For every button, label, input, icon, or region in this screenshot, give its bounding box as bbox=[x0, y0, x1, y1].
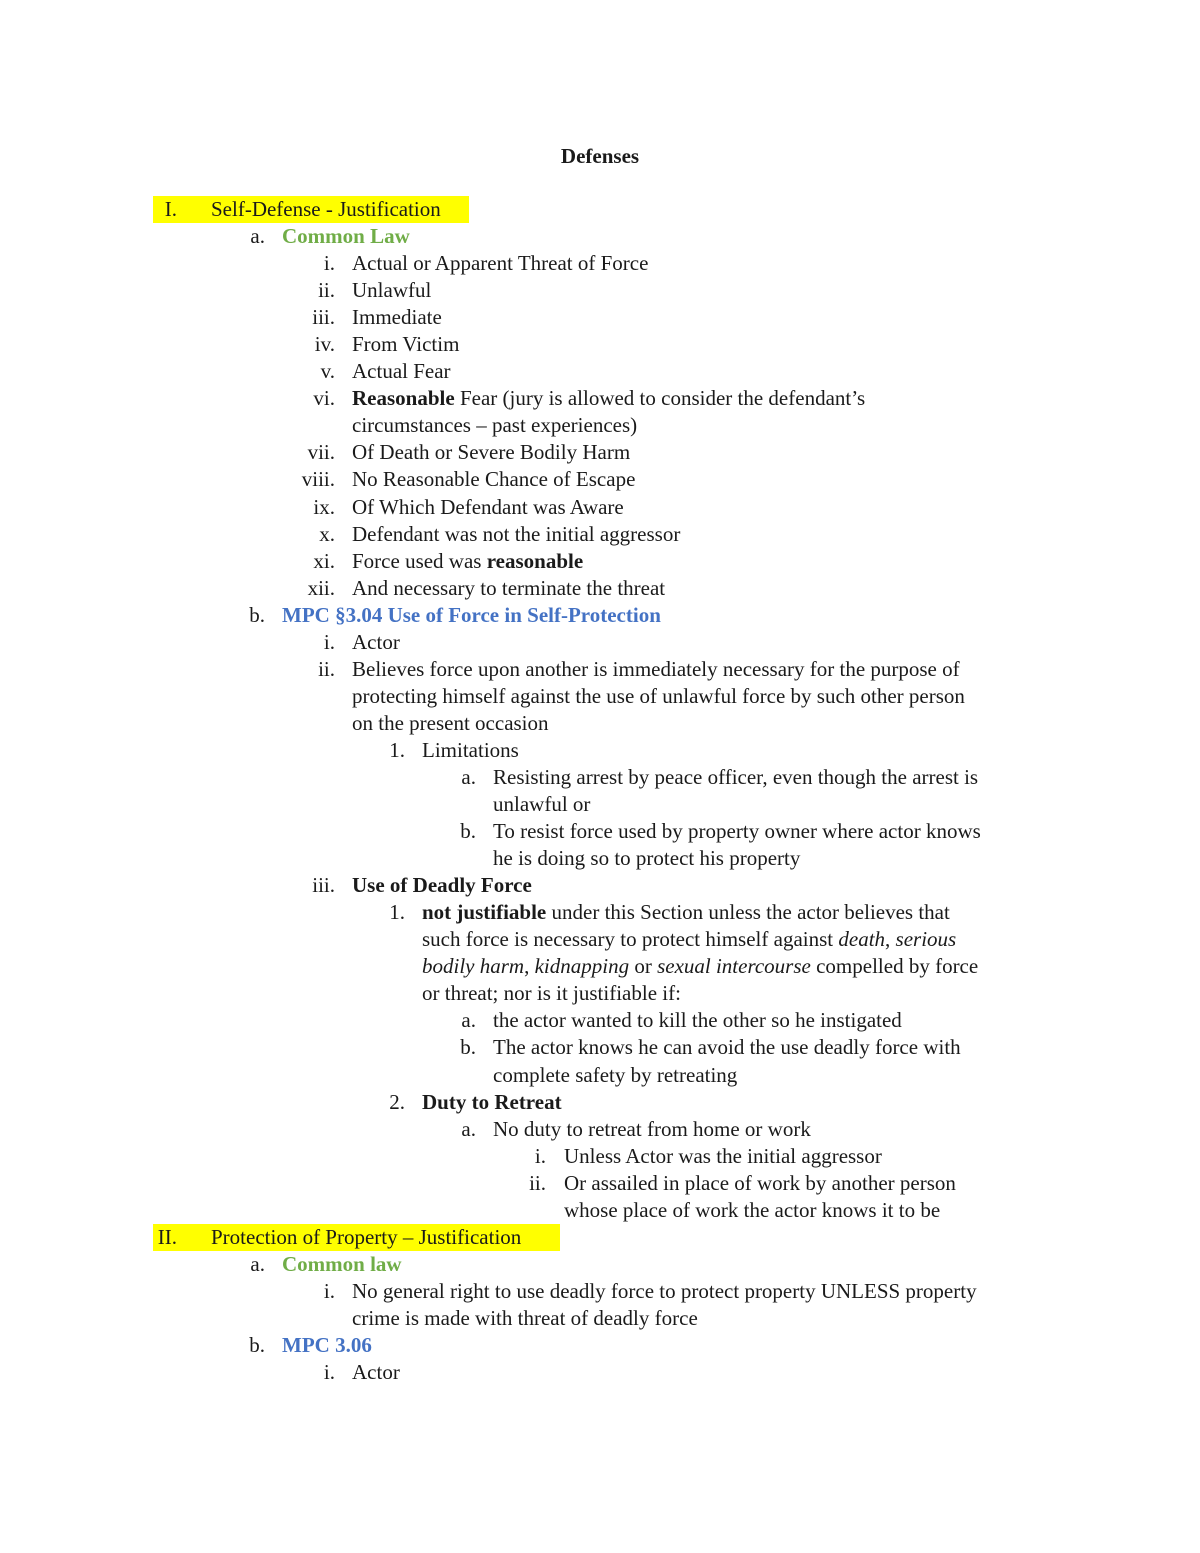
list-marker: 1. bbox=[389, 737, 405, 762]
section-heading-self-defense bbox=[0, 196, 1200, 223]
bold-term: not justifiable bbox=[422, 900, 547, 925]
list-marker: i. bbox=[323, 1278, 335, 1303]
list-marker: b. bbox=[249, 1332, 265, 1357]
list-item-text: No duty to retreat from home or work bbox=[493, 1116, 811, 1141]
list-item bbox=[0, 548, 1200, 575]
list-item-text: protecting himself against the use of unlawful force by such other person bbox=[352, 683, 965, 708]
list-item-continuation bbox=[0, 953, 1200, 980]
list-item-text: Actor bbox=[352, 1360, 400, 1385]
list-marker: xi. bbox=[313, 548, 335, 573]
list-marker: iv. bbox=[314, 332, 335, 357]
subheading-text: Common Law bbox=[282, 224, 410, 249]
list-item-text bbox=[422, 926, 956, 953]
subheading-text: MPC §3.04 Use of Force in Self-Protection bbox=[282, 602, 661, 627]
list-item-text: crime is made with threat of deadly force bbox=[352, 1305, 698, 1330]
subheading-text: Common law bbox=[282, 1251, 402, 1276]
list-marker: a. bbox=[461, 1008, 476, 1033]
list-item bbox=[0, 1116, 1200, 1143]
list-item-continuation bbox=[0, 791, 1200, 818]
text-run: or bbox=[629, 954, 658, 979]
italic-term: death bbox=[838, 927, 886, 952]
list-item-text: To resist force used by property owner where actor knows bbox=[493, 819, 981, 844]
list-item bbox=[0, 1089, 1200, 1116]
list-item bbox=[0, 250, 1200, 277]
list-item-text: Believes force upon another is immediately necessary for the purpose of bbox=[352, 656, 960, 681]
subheading-mpc-306 bbox=[0, 1332, 1200, 1359]
list-item-text: on the present occasion bbox=[352, 710, 549, 735]
italic-term: sexual intercourse bbox=[657, 954, 811, 979]
list-item-continuation bbox=[0, 683, 1200, 710]
list-item-text: Actual or Apparent Threat of Force bbox=[352, 251, 649, 276]
list-marker: b. bbox=[249, 602, 265, 627]
list-item-text: Actual Fear bbox=[352, 359, 451, 384]
bold-term: Reasonable bbox=[352, 386, 455, 411]
list-item-continuation bbox=[0, 980, 1200, 1007]
list-item bbox=[0, 439, 1200, 466]
text-run: compelled by force bbox=[810, 954, 979, 979]
list-item-text: complete safety by retreating bbox=[493, 1062, 738, 1087]
list-item-text: circumstances – past experiences) bbox=[352, 413, 638, 438]
list-marker: x. bbox=[319, 521, 335, 546]
list-marker: i. bbox=[323, 1360, 335, 1385]
list-item bbox=[0, 629, 1200, 656]
list-marker: v. bbox=[320, 359, 335, 384]
list-item bbox=[0, 764, 1200, 791]
list-item-text bbox=[352, 548, 583, 575]
list-marker: a. bbox=[461, 1116, 476, 1141]
list-item-text: Actor bbox=[352, 629, 400, 654]
list-marker: a. bbox=[250, 1251, 265, 1276]
list-item-text: Defendant was not the initial aggressor bbox=[352, 521, 681, 546]
list-item-continuation bbox=[0, 1197, 1200, 1224]
list-item-continuation bbox=[0, 1062, 1200, 1089]
list-item-text: Unlawful bbox=[352, 278, 432, 303]
list-item-text: Resisting arrest by peace officer, even though the arrest is bbox=[493, 764, 979, 789]
list-item-continuation bbox=[0, 710, 1200, 737]
subheading-common-law bbox=[0, 223, 1200, 250]
section-heading-text: Protection of Property – Justification bbox=[211, 1224, 522, 1249]
list-item bbox=[0, 358, 1200, 385]
document-title: Defenses bbox=[560, 144, 640, 168]
list-item-heading: Use of Deadly Force bbox=[352, 873, 532, 898]
italic-term: bodily harm bbox=[422, 954, 525, 979]
list-marker: b. bbox=[460, 1035, 476, 1060]
list-item-text: No general right to use deadly force to protect property UNLESS property bbox=[352, 1278, 977, 1303]
list-marker: viii. bbox=[301, 467, 335, 492]
text-run: , bbox=[524, 954, 535, 979]
text-run: under this Section unless the actor believes that bbox=[546, 900, 950, 925]
list-item-text: And necessary to terminate the threat bbox=[352, 575, 666, 600]
list-item-text: Limitations bbox=[422, 737, 519, 762]
bold-term: reasonable bbox=[486, 548, 584, 573]
list-marker: i. bbox=[323, 629, 335, 654]
list-item-text: he is doing so to protect his property bbox=[493, 846, 801, 871]
text-run: Fear (jury is allowed to consider the defendant’s bbox=[454, 386, 866, 411]
text-run: Force used was bbox=[352, 548, 487, 573]
list-marker: I. bbox=[164, 197, 177, 221]
list-marker: a. bbox=[250, 224, 265, 249]
list-item bbox=[0, 466, 1200, 493]
list-marker: vi. bbox=[313, 386, 335, 411]
list-item bbox=[0, 304, 1200, 331]
list-item-continuation bbox=[0, 845, 1200, 872]
list-item bbox=[0, 656, 1200, 683]
section-heading-protection-of-property bbox=[0, 1224, 1200, 1251]
list-item-continuation bbox=[0, 1305, 1200, 1332]
list-item-text: Unless Actor was the initial aggressor bbox=[564, 1143, 882, 1168]
italic-term: kidnapping bbox=[534, 954, 630, 979]
list-marker: ii. bbox=[529, 1170, 546, 1195]
list-item bbox=[0, 737, 1200, 764]
list-item-text: Or assailed in place of work by another person bbox=[564, 1170, 956, 1195]
list-item bbox=[0, 331, 1200, 358]
list-item bbox=[0, 1359, 1200, 1386]
list-item-text bbox=[422, 899, 950, 926]
list-marker: i. bbox=[323, 251, 335, 276]
list-item bbox=[0, 494, 1200, 521]
list-item-heading: Duty to Retreat bbox=[422, 1089, 562, 1114]
subheading-common-law bbox=[0, 1251, 1200, 1278]
list-marker: iii. bbox=[312, 873, 335, 898]
list-marker: 2. bbox=[389, 1089, 405, 1114]
list-marker: xii. bbox=[307, 575, 335, 600]
list-item bbox=[0, 899, 1200, 926]
list-item-text: No Reasonable Chance of Escape bbox=[352, 467, 636, 492]
list-marker: ii. bbox=[318, 278, 335, 303]
subheading-text: MPC 3.06 bbox=[282, 1332, 372, 1357]
list-item bbox=[0, 277, 1200, 304]
subheading-mpc-304 bbox=[0, 602, 1200, 629]
list-item bbox=[0, 818, 1200, 845]
list-item-text: Immediate bbox=[352, 305, 442, 330]
list-marker: ix. bbox=[313, 494, 335, 519]
list-item-text: unlawful or bbox=[493, 792, 591, 817]
list-marker: ii. bbox=[318, 656, 335, 681]
list-item bbox=[0, 521, 1200, 548]
list-item bbox=[0, 385, 1200, 412]
list-marker: vii. bbox=[307, 440, 335, 465]
list-item-text: whose place of work the actor knows it to be bbox=[564, 1197, 941, 1222]
list-item-text bbox=[422, 953, 978, 980]
list-item bbox=[0, 1143, 1200, 1170]
list-marker: i. bbox=[534, 1143, 546, 1168]
italic-term: serious bbox=[895, 927, 957, 952]
list-item-text: The actor knows he can avoid the use deadly force with bbox=[493, 1035, 961, 1060]
list-item-continuation bbox=[0, 412, 1200, 439]
list-marker: iii. bbox=[312, 305, 335, 330]
list-marker: II. bbox=[157, 1224, 177, 1249]
list-item bbox=[0, 1034, 1200, 1061]
list-item-continuation bbox=[0, 926, 1200, 953]
list-item-text: the actor wanted to kill the other so he instigated bbox=[493, 1008, 902, 1033]
outline bbox=[0, 196, 1200, 1386]
list-marker: b. bbox=[460, 819, 476, 844]
list-item-text: or threat; nor is it justifiable if: bbox=[422, 981, 681, 1006]
list-item bbox=[0, 872, 1200, 899]
text-run: , bbox=[885, 927, 896, 952]
section-heading-text: Self-Defense - Justification bbox=[211, 197, 441, 221]
list-marker: a. bbox=[461, 764, 476, 789]
list-item bbox=[0, 1170, 1200, 1197]
list-item-text bbox=[352, 385, 865, 412]
list-item bbox=[0, 1278, 1200, 1305]
list-item bbox=[0, 575, 1200, 602]
list-item bbox=[0, 1007, 1200, 1034]
list-marker: 1. bbox=[389, 900, 405, 925]
text-run: such force is necessary to protect himself against bbox=[422, 927, 839, 952]
list-item-text: Of Death or Severe Bodily Harm bbox=[352, 440, 631, 465]
list-item-text: From Victim bbox=[352, 332, 460, 357]
list-item-text: Of Which Defendant was Aware bbox=[352, 494, 624, 519]
